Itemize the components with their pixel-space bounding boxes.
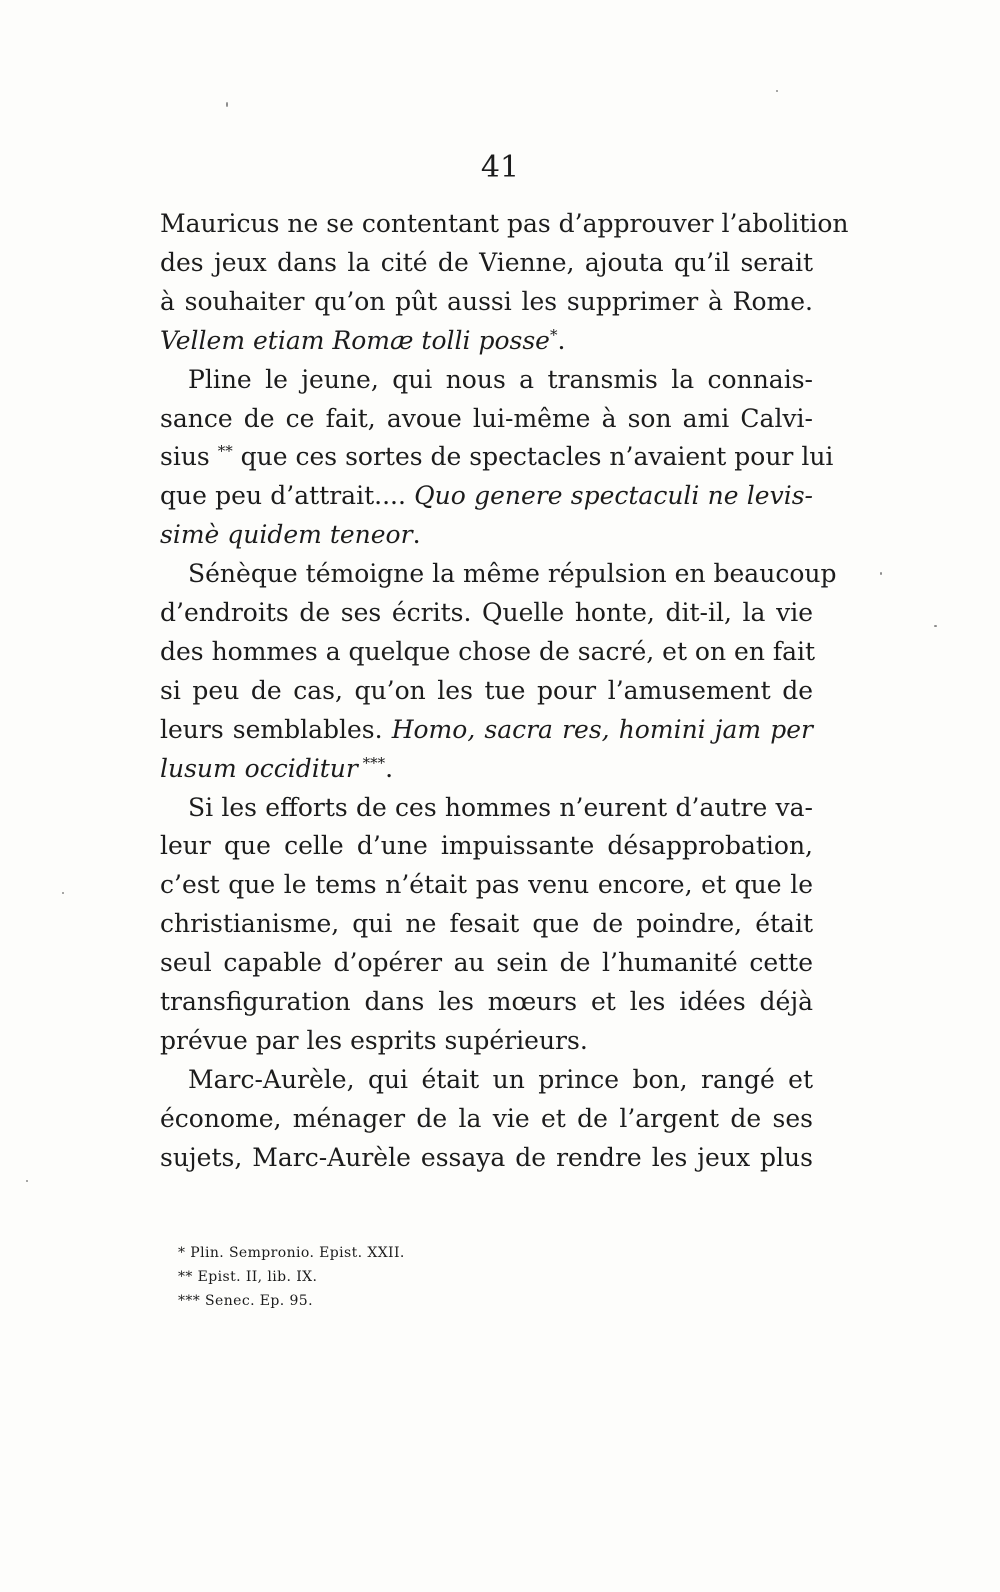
text-line [160, 401, 813, 437]
latin-quote: Quo genere spectaculi ne levis- [414, 481, 813, 511]
text-run: leur que celle d’une impuissante désapprobation, [160, 831, 813, 861]
scan-speck [26, 1180, 28, 1182]
text-line [160, 1101, 813, 1137]
text-line [160, 1023, 813, 1059]
text-line [160, 867, 813, 903]
text-line [160, 439, 834, 475]
text-run: prévue par les esprits supérieurs. [160, 1025, 588, 1055]
text-line [160, 284, 813, 320]
text-run: christianisme, qui ne fesait que de poindre, était [160, 909, 813, 939]
text-run: . [385, 753, 394, 783]
text-run: économe, ménager de la vie et de l’argent de ses [160, 1103, 813, 1133]
text-line [160, 984, 813, 1020]
text-run: sujets, Marc-Aurèle essaya de rendre les jeux plus [160, 1142, 813, 1172]
text-line [160, 712, 813, 748]
text-line [188, 790, 813, 826]
text-line [160, 323, 813, 359]
footnote-marker: * [549, 325, 558, 344]
text-run: sius [160, 442, 218, 472]
text-run: Mauricus ne se contentant pas d’approuver l’abolition [160, 209, 849, 238]
text-run: transfiguration dans les mœurs et les idées déjà [160, 987, 813, 1016]
text-line [160, 673, 813, 709]
text-run: d’endroits de ses écrits. Quelle honte, dit-il, la vie [160, 598, 813, 627]
text-run: seul capable d’opérer au sein de l’humanité cette [160, 948, 813, 978]
text-run: . [412, 520, 421, 550]
latin-quote: simè quidem teneor [160, 520, 413, 550]
text-run: que peu d’attrait.... [160, 481, 415, 511]
text-line [160, 245, 813, 281]
text-line [160, 634, 816, 670]
text-run: Si les efforts de ces hommes n’eurent d’autre va- [188, 792, 813, 822]
scan-speck [226, 102, 228, 107]
latin-quote: Vellem etiam Romæ tolli posse [160, 325, 550, 355]
text-run: des jeux dans la cité de Vienne, ajouta qu’il serait [160, 247, 813, 277]
text-run: des hommes a quelque chose de sacré, et on en fait [160, 636, 816, 666]
text-run: c’est que le tems n’était pas venu encore, et que le [160, 870, 813, 900]
text-line [160, 206, 849, 242]
scan-speck [880, 572, 882, 575]
text-run: Sénèque témoigne la même répulsion en beaucoup [188, 559, 837, 589]
text-line [188, 362, 813, 398]
text-line [160, 478, 813, 514]
text-line [160, 945, 813, 981]
text-line [160, 906, 813, 942]
footnote: * Plin. Sempronio. Epist. XXII. [178, 1245, 405, 1261]
scan-speck [776, 90, 778, 92]
text-line [160, 751, 813, 787]
latin-quote: lusum occiditur [160, 753, 358, 783]
scan-speck [62, 892, 64, 894]
scan-speck [934, 625, 937, 627]
text-run: à souhaiter qu’on pût aussi les supprimer à Rome. [160, 286, 813, 316]
page-number: 41 [480, 150, 520, 185]
text-line [160, 595, 813, 631]
text-line [160, 517, 813, 553]
text-run: . [557, 325, 566, 355]
text-run: leurs semblables. [160, 714, 392, 744]
footnote: ** Epist. II, lib. IX. [178, 1269, 318, 1285]
text-run: Pline le jeune, qui nous a transmis la connais- [188, 364, 813, 394]
text-line [188, 556, 837, 592]
text-line [160, 1140, 813, 1176]
text-run: que ces sortes de spectacles n’avaient pour lui [232, 442, 834, 472]
latin-quote: Homo, sacra res, homini jam per [391, 714, 813, 744]
text-run: si peu de cas, qu’on les tue pour l’amusement de [160, 675, 813, 705]
text-line [160, 828, 813, 864]
text-run: sance de ce fait, avoue lui-même à son ami Calvi- [160, 403, 813, 433]
text-line [188, 1062, 813, 1098]
footnote: *** Senec. Ep. 95. [178, 1293, 313, 1309]
footnote-marker: *** [357, 753, 386, 772]
text-run: Marc-Aurèle, qui était un prince bon, rangé et [188, 1064, 813, 1094]
footnote-marker: ** [217, 442, 233, 461]
